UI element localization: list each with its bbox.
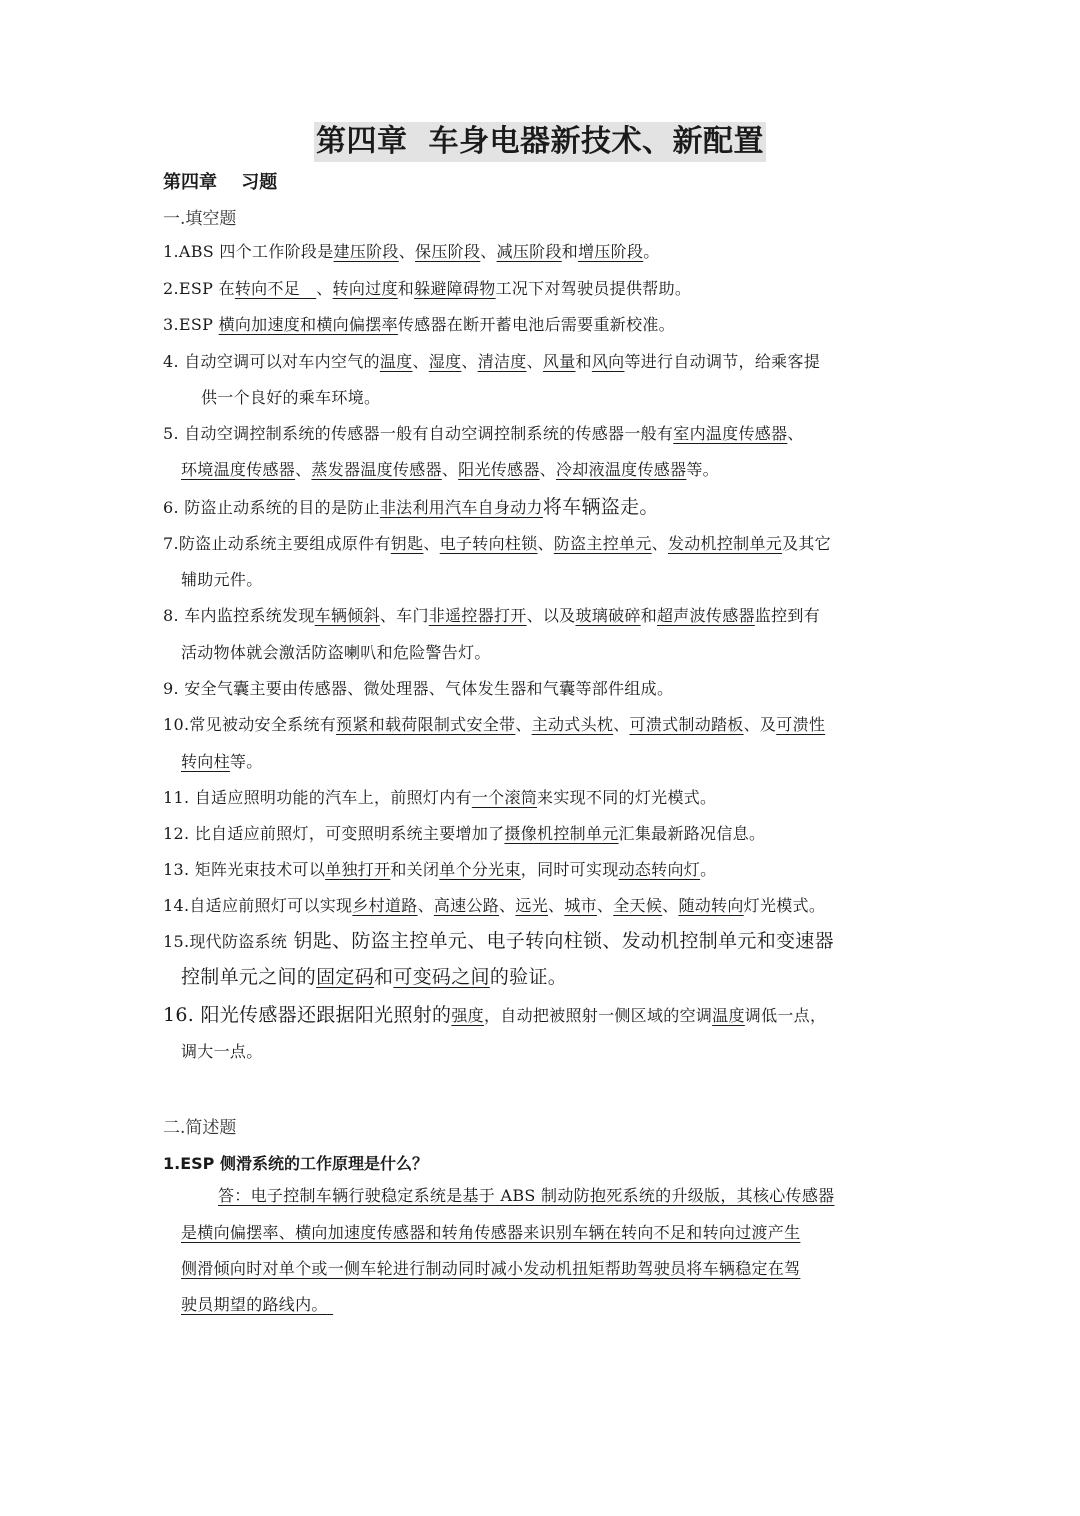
question-5: 5. 自动空调控制系统的传感器一般有自动空调控制系统的传感器一般有室内温度传感器、 [163,424,804,443]
question-4-cont: 供一个良好的乘车环境。 [201,388,381,407]
question-13: 13. 矩阵光束技术可以单独打开和关闭单个分光束，同时可实现动态转向灯。 [163,860,717,879]
essay-answer-line: 是横向偏摆率、横向加速度传感器和转角传感器来识别车辆在转向不足和转向过渡产生 [181,1223,801,1242]
question-1: 1.ABS 四个工作阶段是建压阶段、保压阶段、减压阶段和增压阶段。 [163,242,660,261]
question-3: 3.ESP 横向加速度和横向偏摆率传感器在断开蓄电池后需要重新校准。 [163,315,675,334]
question-7: 7.防盗止动系统主要组成原件有钥匙、电子转向柱锁、防盗主控单元、发动机控制单元及其它 [163,534,831,553]
question-14: 14.自适应前照灯可以实现乡村道路、高速公路、远光、城市、全天候、随动转向灯光模式。 [163,896,826,915]
essay-answer-line: 侧滑倾向时对单个或一侧车轮进行制动同时减小发动机扭矩帮助驾驶员将车辆稳定在驾 [181,1259,801,1278]
essay-question: 1.ESP 侧滑系统的工作原理是什么？ [163,1154,428,1173]
essay-answer-line: 答：电子控制车辆行驶稳定系统是基于 ABS 制动防抱死系统的升级版，其核心传感器 [218,1186,835,1205]
question-8-cont: 活动物体就会激活防盗喇叭和危险警告灯。 [181,643,491,662]
question-9: 9. 安全气囊主要由传感器、微处理器、气体发生器和气囊等部件组成。 [163,679,674,698]
question-15-cont: 控制单元之间的固定码和可变码之间的验证。 [181,966,568,988]
exercise-heading: 第四章 习题 [163,172,278,193]
chapter-title: 第四章 车身电器新技术、新配置 [0,122,1080,162]
essay-answer-line: 驶员期望的路线内。 [181,1295,328,1314]
question-10: 10.常见被动安全系统有预紧和载荷限制式安全带、主动式头枕、可溃式制动踏板、及可溃性 [163,715,826,734]
question-7-cont: 辅助元件。 [181,570,263,589]
section-fill-blank: 一.填空题 [163,209,237,229]
question-5-cont: 环境温度传感器、蒸发器温度传感器、阳光传感器、冷却液温度传感器等。 [181,460,719,479]
question-16-cont: 调大一点。 [181,1042,263,1061]
question-10-cont: 转向柱等。 [181,752,263,771]
question-8: 8. 车内监控系统发现车辆倾斜、车门非遥控器打开、以及玻璃破碎和超声波传感器监控到有 [163,606,821,625]
question-16: 16. 阳光传感器还跟据阳光照射的强度，自动把被照射一侧区域的空调温度调低一点， [163,1004,827,1026]
question-6: 6. 防盗止动系统的目的是防止非法利用汽车自身动力将车辆盗走。 [163,496,659,518]
question-2: 2.ESP 在转向不足 、转向过度和躲避障碍物工况下对驾驶员提供帮助。 [163,279,692,298]
question-4: 4. 自动空调可以对车内空气的温度、湿度、清洁度、风量和风向等进行自动调节，给乘客提 [163,352,821,371]
question-12: 12. 比自适应前照灯，可变照明系统主要增加了摄像机控制单元汇集最新路况信息。 [163,824,766,843]
section-short-answer: 二.简述题 [163,1118,237,1138]
question-11: 11. 自适应照明功能的汽车上，前照灯内有一个滚筒来实现不同的灯光模式。 [163,788,717,807]
question-15: 15.现代防盗系统 钥匙、防盗主控单元、电子转向柱锁、发动机控制单元和变速器 [163,930,834,952]
